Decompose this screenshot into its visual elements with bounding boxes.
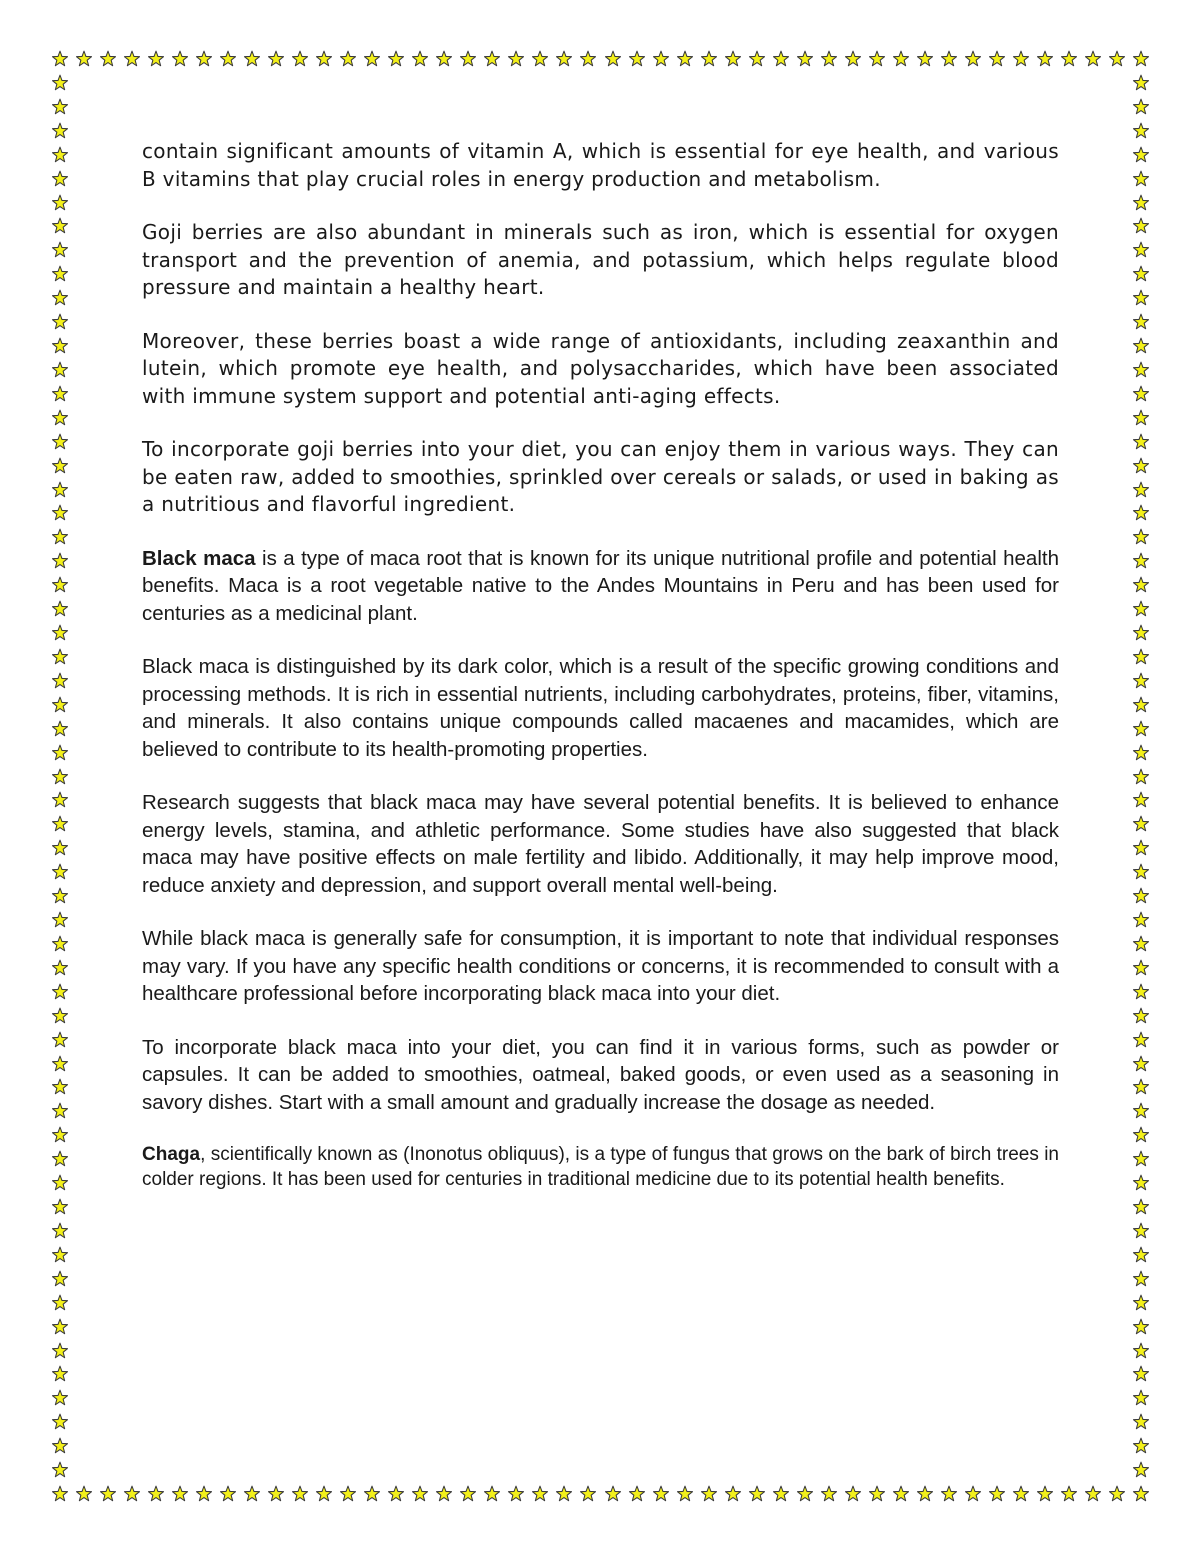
star-icon xyxy=(219,50,237,68)
star-icon xyxy=(1132,313,1150,331)
star-icon xyxy=(363,50,381,68)
paragraph-black-maca-safety: While black maca is generally safe for consumption, it is important to note that individual responses may vary. If you have any specific health conditions or concerns, it is recommended to consult with a healthcare professional before incorporating black maca into your diet. xyxy=(142,927,1059,1005)
star-icon xyxy=(51,409,69,427)
paragraph-minerals: Goji berries are also abundant in minerals such as iron, which is essential for oxygen transport and the prevention of anemia, and potassium, which helps regulate blood pressure and maintain a healthy heart. xyxy=(142,220,1059,299)
star-icon xyxy=(1132,1294,1150,1312)
star-icon xyxy=(628,50,646,68)
star-icon xyxy=(99,50,117,68)
star-icon xyxy=(1132,672,1150,690)
star-icon xyxy=(1132,1126,1150,1144)
star-icon xyxy=(652,1485,670,1503)
star-icon xyxy=(243,1485,261,1503)
star-icon xyxy=(531,1485,549,1503)
star-icon xyxy=(1132,1437,1150,1455)
star-icon xyxy=(604,50,622,68)
star-icon xyxy=(267,1485,285,1503)
star-icon xyxy=(51,911,69,929)
star-icon xyxy=(435,1485,453,1503)
star-icon xyxy=(483,1485,501,1503)
paragraph-chaga-intro xyxy=(142,1142,1059,1192)
star-icon xyxy=(796,1485,814,1503)
star-icon xyxy=(700,1485,718,1503)
star-icon xyxy=(1108,1485,1126,1503)
term-black-maca: Black maca xyxy=(142,546,256,570)
star-icon xyxy=(51,791,69,809)
star-icon xyxy=(1084,50,1102,68)
star-icon xyxy=(51,337,69,355)
star-icon xyxy=(243,50,261,68)
star-icon xyxy=(483,50,501,68)
star-icon xyxy=(940,50,958,68)
star-icon xyxy=(1132,648,1150,666)
star-icon xyxy=(51,289,69,307)
paragraph-black-maca-diet: To incorporate black maca into your diet, you can find it in various forms, such as powder or capsules. It can be added to smoothies, oatmeal, baked goods, or even used as a seasoning in savory dishes. Start with a small amount and gradually increase the dosage as needed. xyxy=(142,1035,1059,1114)
star-icon xyxy=(1132,696,1150,714)
star-icon xyxy=(51,624,69,642)
star-icon xyxy=(579,1485,597,1503)
star-icon xyxy=(51,648,69,666)
star-icon xyxy=(51,50,69,68)
star-icon xyxy=(1132,1318,1150,1336)
star-icon xyxy=(459,1485,477,1503)
star-icon xyxy=(1060,1485,1078,1503)
star-icon xyxy=(604,1485,622,1503)
star-icon xyxy=(1132,1007,1150,1025)
star-icon xyxy=(1132,911,1150,929)
star-icon xyxy=(1132,1222,1150,1240)
star-icon xyxy=(315,50,333,68)
star-icon xyxy=(51,481,69,499)
star-icon xyxy=(772,50,790,68)
star-icon xyxy=(1132,504,1150,522)
star-icon xyxy=(51,815,69,833)
star-icon xyxy=(1060,50,1078,68)
star-icon xyxy=(51,74,69,92)
paragraph-antioxidants: Moreover, these berries boast a wide range of antioxidants, including zeaxanthin and lutein, which promote eye health, and polysaccharides, which have been associated with immune system support and potential anti-aging effects. xyxy=(142,328,1059,408)
star-icon xyxy=(51,863,69,881)
star-icon xyxy=(1132,98,1150,116)
star-icon xyxy=(1132,935,1150,953)
star-icon xyxy=(51,1318,69,1336)
star-icon xyxy=(219,1485,237,1503)
star-icon xyxy=(579,50,597,68)
star-icon xyxy=(1132,1246,1150,1264)
star-icon xyxy=(51,1342,69,1360)
star-icon xyxy=(964,1485,982,1503)
star-icon xyxy=(1132,1102,1150,1120)
star-icon xyxy=(1036,50,1054,68)
star-icon xyxy=(267,50,285,68)
star-icon xyxy=(51,1078,69,1096)
paragraph-black-maca-research: Research suggests that black maca may have several potential benefits. It is believed to enhance energy levels, stamina, and athletic performance. Some studies have also suggested that black maca may have positive effects on male fertility and libido. Additionally, it may help improve mood, reduce anxiety and depression, and support overall mental well-being. xyxy=(142,791,1059,897)
star-icon xyxy=(51,241,69,259)
star-icon xyxy=(51,385,69,403)
star-icon xyxy=(1108,50,1126,68)
star-icon xyxy=(1012,1485,1030,1503)
star-icon xyxy=(820,1485,838,1503)
star-icon xyxy=(51,1126,69,1144)
star-icon xyxy=(1132,1270,1150,1288)
star-icon xyxy=(988,1485,1006,1503)
star-icon xyxy=(51,433,69,451)
star-icon xyxy=(1132,1413,1150,1431)
term-chaga: Chaga xyxy=(142,1144,201,1165)
star-icon xyxy=(748,1485,766,1503)
star-icon xyxy=(892,50,910,68)
star-icon xyxy=(75,1485,93,1503)
star-icon xyxy=(916,1485,934,1503)
star-icon xyxy=(51,839,69,857)
star-icon xyxy=(171,1485,189,1503)
star-icon xyxy=(51,1413,69,1431)
star-icon xyxy=(51,1055,69,1073)
star-icon xyxy=(507,1485,525,1503)
star-icon xyxy=(1132,1342,1150,1360)
star-icon xyxy=(1132,409,1150,427)
star-icon xyxy=(51,696,69,714)
star-icon xyxy=(147,50,165,68)
star-icon xyxy=(507,50,525,68)
star-icon xyxy=(1132,385,1150,403)
star-icon xyxy=(387,50,405,68)
star-icon xyxy=(1132,289,1150,307)
star-icon xyxy=(51,768,69,786)
star-icon xyxy=(555,1485,573,1503)
star-icon xyxy=(1132,361,1150,379)
star-icon xyxy=(291,50,309,68)
star-icon xyxy=(1132,194,1150,212)
star-icon xyxy=(1132,839,1150,857)
star-icon xyxy=(748,50,766,68)
star-icon xyxy=(1132,265,1150,283)
star-icon xyxy=(988,50,1006,68)
star-icon xyxy=(51,528,69,546)
star-icon xyxy=(1132,1078,1150,1096)
star-icon xyxy=(51,170,69,188)
star-icon xyxy=(51,361,69,379)
star-icon xyxy=(1132,481,1150,499)
star-icon xyxy=(51,959,69,977)
star-icon xyxy=(51,1365,69,1383)
star-icon xyxy=(51,313,69,331)
star-icon xyxy=(123,1485,141,1503)
star-icon xyxy=(1132,887,1150,905)
star-icon xyxy=(1132,791,1150,809)
star-icon xyxy=(51,1031,69,1049)
star-icon xyxy=(435,50,453,68)
star-icon xyxy=(291,1485,309,1503)
star-icon xyxy=(99,1485,117,1503)
star-icon xyxy=(1132,1389,1150,1407)
star-icon xyxy=(411,1485,429,1503)
star-icon xyxy=(1132,241,1150,259)
star-icon xyxy=(51,457,69,475)
paragraph-goji-diet: To incorporate goji berries into your diet, you can enjoy them in various ways. They can be eaten raw, added to smoothies, sprinkled over cereals or salads, or used in baking as a nutritious and flavorful ingredient. xyxy=(142,437,1059,516)
star-icon xyxy=(628,1485,646,1503)
star-icon xyxy=(1036,1485,1054,1503)
star-icon xyxy=(1132,146,1150,164)
star-icon xyxy=(51,1222,69,1240)
star-icon xyxy=(1132,720,1150,738)
star-icon xyxy=(1132,337,1150,355)
star-icon xyxy=(51,600,69,618)
star-icon xyxy=(1132,1150,1150,1168)
star-icon xyxy=(676,1485,694,1503)
star-icon xyxy=(459,50,477,68)
star-icon xyxy=(1132,217,1150,235)
star-icon xyxy=(1132,959,1150,977)
star-icon xyxy=(844,50,862,68)
star-icon xyxy=(51,720,69,738)
star-icon xyxy=(1132,768,1150,786)
star-icon xyxy=(1132,433,1150,451)
star-icon xyxy=(51,1270,69,1288)
star-icon xyxy=(51,1294,69,1312)
star-icon xyxy=(555,50,573,68)
star-icon xyxy=(51,887,69,905)
star-icon xyxy=(724,1485,742,1503)
paragraph-vitamins: contain significant amounts of vitamin A, which is essential for eye health, and various B vitamins that play crucial roles in energy production and metabolism. xyxy=(142,139,1059,191)
star-icon xyxy=(51,194,69,212)
star-icon xyxy=(171,50,189,68)
star-icon xyxy=(51,146,69,164)
star-icon xyxy=(892,1485,910,1503)
star-icon xyxy=(1084,1485,1102,1503)
star-icon xyxy=(1132,528,1150,546)
star-icon xyxy=(820,50,838,68)
star-icon xyxy=(844,1485,862,1503)
star-icon xyxy=(51,1102,69,1120)
star-icon xyxy=(1132,1031,1150,1049)
star-icon xyxy=(796,50,814,68)
paragraph-black-maca-nutrients: Black maca is distinguished by its dark color, which is a result of the specific growing conditions and processing methods. It is rich in essential nutrients, including carbohydrates, proteins, fiber, vitamins, and minerals. It also contains unique compounds called macaenes and macamides, which are believed to contribute to its health-promoting properties. xyxy=(142,655,1059,761)
star-icon xyxy=(1132,576,1150,594)
star-icon xyxy=(363,1485,381,1503)
star-icon xyxy=(411,50,429,68)
star-icon xyxy=(51,983,69,1001)
star-icon xyxy=(652,50,670,68)
star-icon xyxy=(964,50,982,68)
star-icon xyxy=(387,1485,405,1503)
document-body xyxy=(142,138,1059,1218)
paragraph-text: , scientifically known as (Inonotus obliquus), is a type of fungus that grows on the bark of birch trees in colder regions. It has been used for centuries in traditional medicine due to its potential health benefits. xyxy=(142,1144,1059,1190)
star-icon xyxy=(676,50,694,68)
star-icon xyxy=(1132,624,1150,642)
star-icon xyxy=(1132,170,1150,188)
star-icon xyxy=(51,265,69,283)
paragraph-text: is a type of maca root that is known for its unique nutritional profile and potential health benefits. Maca is a root vegetable native to the Andes Mountains in Peru and has been used for centuries as a medicinal plant. xyxy=(142,546,1059,625)
star-icon xyxy=(51,552,69,570)
star-icon xyxy=(1132,815,1150,833)
star-icon xyxy=(51,1007,69,1025)
star-icon xyxy=(51,935,69,953)
star-icon xyxy=(51,217,69,235)
star-icon xyxy=(51,1198,69,1216)
star-icon xyxy=(51,1174,69,1192)
star-icon xyxy=(51,1150,69,1168)
star-icon xyxy=(1132,122,1150,140)
star-icon xyxy=(700,50,718,68)
star-icon xyxy=(51,122,69,140)
star-icon xyxy=(868,1485,886,1503)
star-icon xyxy=(51,1437,69,1455)
star-icon xyxy=(1132,552,1150,570)
star-icon xyxy=(772,1485,790,1503)
star-icon xyxy=(868,50,886,68)
star-icon xyxy=(1132,74,1150,92)
star-icon xyxy=(75,50,93,68)
star-icon xyxy=(1132,1461,1150,1479)
star-icon xyxy=(1132,1198,1150,1216)
star-icon xyxy=(51,1389,69,1407)
star-icon xyxy=(51,98,69,116)
star-icon xyxy=(1012,50,1030,68)
star-icon xyxy=(1132,1174,1150,1192)
star-icon xyxy=(1132,1365,1150,1383)
star-icon xyxy=(315,1485,333,1503)
star-icon xyxy=(724,50,742,68)
star-icon xyxy=(1132,600,1150,618)
star-icon xyxy=(51,672,69,690)
star-icon xyxy=(51,504,69,522)
star-icon xyxy=(51,744,69,762)
star-icon xyxy=(940,1485,958,1503)
star-icon xyxy=(1132,744,1150,762)
star-icon xyxy=(51,1461,69,1479)
star-icon xyxy=(195,1485,213,1503)
star-icon xyxy=(339,50,357,68)
star-icon xyxy=(1132,983,1150,1001)
star-icon xyxy=(195,50,213,68)
paragraph-black-maca-intro xyxy=(142,545,1059,628)
star-icon xyxy=(1132,1485,1150,1503)
star-icon xyxy=(1132,863,1150,881)
star-icon xyxy=(531,50,549,68)
star-icon xyxy=(51,1246,69,1264)
star-icon xyxy=(123,50,141,68)
star-icon xyxy=(1132,1055,1150,1073)
star-icon xyxy=(51,576,69,594)
star-icon xyxy=(1132,50,1150,68)
star-icon xyxy=(147,1485,165,1503)
star-icon xyxy=(1132,457,1150,475)
star-icon xyxy=(339,1485,357,1503)
star-icon xyxy=(51,1485,69,1503)
star-icon xyxy=(916,50,934,68)
